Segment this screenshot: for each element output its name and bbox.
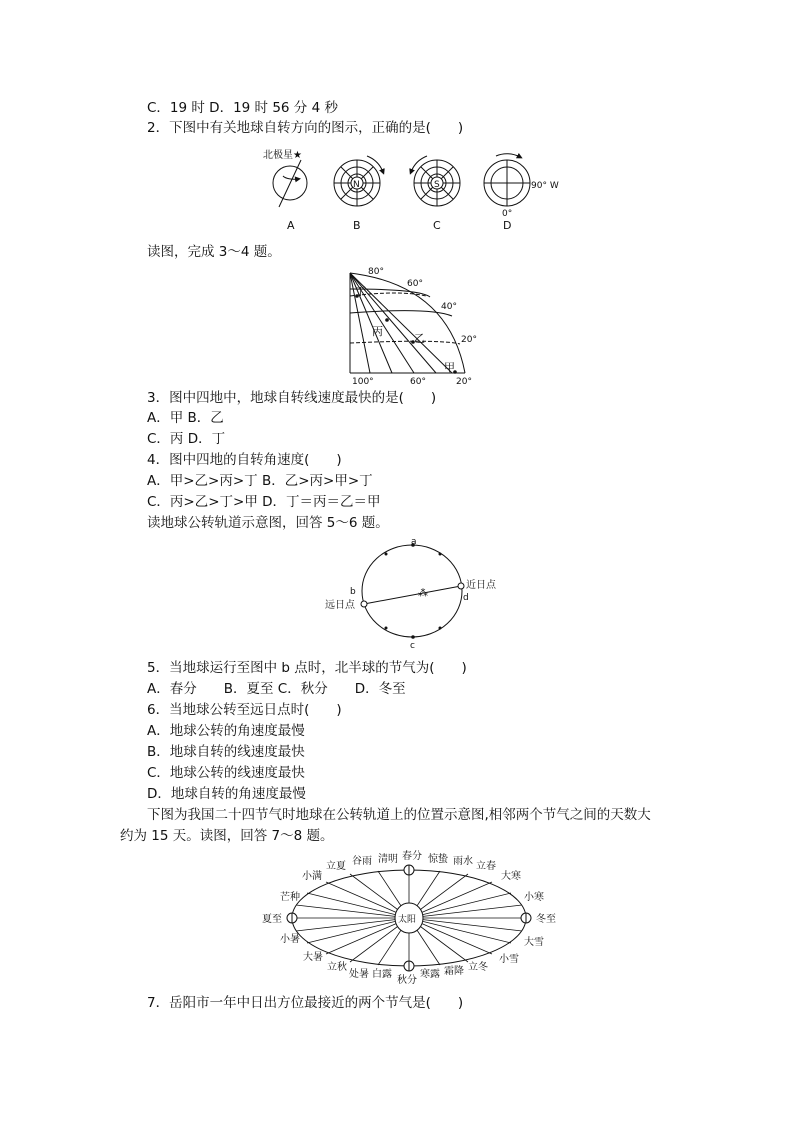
svg-text:⁂: ⁂ — [418, 588, 428, 599]
q6-option-c: C．地球公转的线速度最快 — [147, 765, 305, 781]
q3-stem: 3．图中四地中，地球自转线速度最快的是( ) — [147, 390, 437, 406]
lon-0-label: 0° — [502, 209, 513, 219]
point-ding: 丁 — [355, 285, 366, 298]
term-yushui: 雨水 — [453, 856, 473, 867]
term-bailu: 白露 — [372, 969, 392, 980]
north-label: N — [353, 180, 360, 190]
latlon-grid-figure — [340, 262, 480, 386]
lon-20-label: 20° — [456, 377, 472, 387]
polaris-label: 北极星★ — [263, 150, 302, 161]
q3-options-ab: A．甲 B．乙 — [147, 410, 224, 426]
q6-stem: 6．当地球公转至远日点时( ) — [147, 702, 342, 718]
term-qiufen: 秋分 — [397, 975, 417, 986]
q7-stem: 7．岳阳市一年中日出方位最接近的两个节气是( ) — [147, 995, 464, 1011]
term-xiaoman: 小满 — [302, 871, 322, 882]
term-xiaoshu: 小暑 — [280, 934, 300, 945]
fig-b-north-pole — [334, 156, 383, 206]
q2-figure — [240, 145, 570, 235]
q5-stem: 5．当地球运行至图中 b 点时，北半球的节气为( ) — [147, 660, 467, 676]
term-mangzhong: 芒种 — [280, 892, 300, 903]
q4-stem: 4．图中四地的自转角速度( ) — [147, 452, 342, 468]
point-bing: 丙 — [372, 325, 383, 338]
intro-q7-8-line2: 约为 15 天。读图，回答 7～8 题。 — [120, 828, 334, 844]
term-jingzhe: 惊蛰 — [428, 854, 448, 865]
fig-label-b: B — [353, 219, 361, 232]
lat-20-label: 20° — [461, 335, 477, 345]
term-liqiu: 立秋 — [327, 962, 347, 973]
term-lichun: 立春 — [476, 861, 496, 872]
lat-40-label: 40° — [441, 302, 457, 312]
term-xiaoxue: 小雪 — [499, 954, 519, 965]
q5-options: A．春分 B．夏至 C．秋分 D．冬至 — [147, 681, 406, 697]
term-dongzhi: 冬至 — [536, 914, 556, 925]
lat-60-label: 60° — [407, 279, 423, 289]
perihelion-label: 近日点 — [466, 580, 496, 591]
q2-stem: 2．下图中有关地球自转方向的图示，正确的是( ) — [147, 120, 464, 136]
term-dahan: 大寒 — [501, 871, 521, 882]
q6-option-a: A．地球公转的角速度最慢 — [147, 723, 305, 739]
south-label: S — [434, 180, 440, 190]
fig-label-a: A — [287, 219, 295, 232]
orbit-figure — [320, 535, 505, 650]
intro-q3-4: 读图，完成 3～4 题。 — [147, 244, 281, 260]
q6-option-b: B．地球自转的线速度最快 — [147, 744, 305, 760]
fig-a-earth-axis — [263, 148, 307, 207]
term-guyu: 谷雨 — [352, 856, 372, 867]
point-jia: 甲 — [444, 361, 455, 374]
q1-options-cd: C．19 时 D．19 时 56 分 4 秒 — [147, 100, 338, 116]
q6-option-d: D．地球自转的角速度最慢 — [147, 786, 306, 802]
term-qingming: 清明 — [378, 854, 398, 865]
fig-c-south-pole — [411, 156, 460, 206]
fig-label-c: C — [433, 219, 441, 232]
point-yi: 乙 — [414, 332, 425, 345]
term-xiazhi: 夏至 — [262, 914, 282, 925]
fig-d-equator-view — [484, 154, 559, 219]
intro-q5-6: 读地球公转轨道示意图，回答 5～6 题。 — [147, 515, 389, 531]
term-chushu: 处暑 — [349, 969, 369, 980]
orbit-d: d — [463, 593, 469, 603]
term-hanlu: 寒露 — [420, 969, 440, 980]
term-daxue: 大雪 — [524, 937, 544, 948]
intro-q7-8-line1: 下图为我国二十四节气时地球在公转轨道上的位置示意图,相邻两个节气之间的天数大 — [147, 807, 651, 823]
aphelion-label: 远日点 — [325, 600, 355, 611]
sun-label: 太阳 — [398, 915, 417, 925]
fig-label-d: D — [503, 219, 512, 232]
lon-90w-label: 90° W — [531, 181, 559, 191]
term-lidong: 立冬 — [468, 962, 488, 973]
orbit-c: c — [410, 641, 415, 651]
solar-terms-figure — [262, 845, 570, 990]
lat-80-label: 80° — [368, 267, 384, 277]
term-chunfen: 春分 — [402, 851, 422, 862]
q4-options-cd: C．丙>乙>丁>甲 D．丁＝丙＝乙＝甲 — [147, 494, 381, 510]
lon-60-label: 60° — [410, 377, 426, 387]
lon-100-label: 100° — [352, 377, 374, 387]
q4-options-ab: A．甲>乙>丙>丁 B．乙>丙>甲>丁 — [147, 473, 373, 489]
term-dashu: 大暑 — [303, 952, 323, 963]
orbit-b: b — [350, 587, 356, 597]
orbit-a: a — [411, 537, 417, 547]
term-xiaohan: 小寒 — [524, 892, 544, 903]
term-lixia: 立夏 — [326, 861, 346, 872]
term-shuangjiang: 霜降 — [444, 966, 464, 977]
q3-options-cd: C．丙 D．丁 — [147, 431, 226, 447]
